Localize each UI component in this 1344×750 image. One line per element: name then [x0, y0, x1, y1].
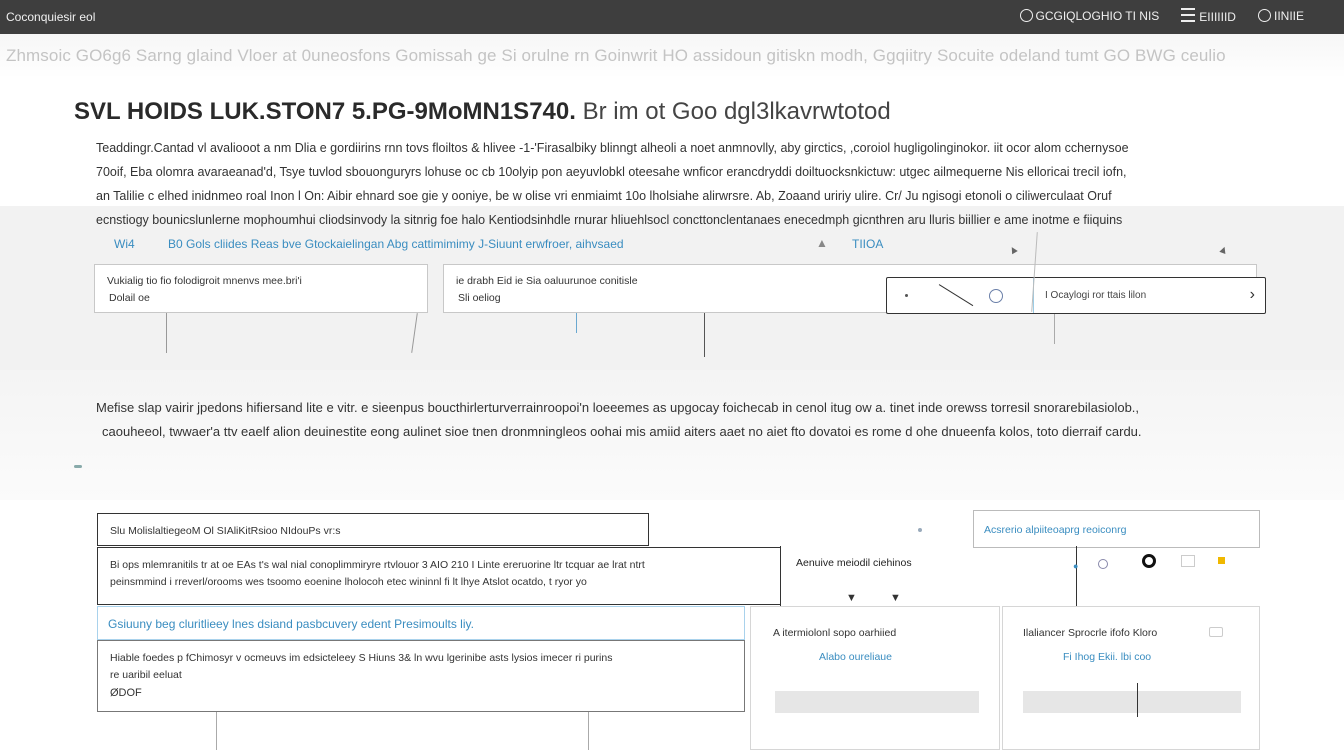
card-link-row[interactable] [97, 606, 745, 640]
card-row[interactable] [97, 547, 781, 605]
window-icon[interactable] [1181, 555, 1195, 567]
field-1-label: Vukialig tio fio folodigroit mnenvs mee.bri'i [107, 275, 302, 287]
connector-line [1137, 683, 1138, 717]
link-guides[interactable]: B0 Gols cliides Reas bve Gtockaielingan Abg cattimimimy J-Siuunt erwfroer, aihvsaed [168, 237, 624, 251]
card-header[interactable] [97, 513, 649, 546]
card-header-text: Slu MolislaltiegeoM Ol SIAliKitRsioo NIdouPs vr:s [110, 525, 341, 537]
topbar-actions [1020, 8, 1305, 24]
account-icon [1020, 9, 1033, 22]
navigation-group [886, 277, 1266, 314]
card-code: ØDOF [110, 687, 142, 699]
intro-paragraph [96, 136, 1246, 232]
topbar-item-menu[interactable]: EIIIIIID [1181, 8, 1236, 24]
settings-icon [1258, 9, 1271, 22]
sub-panel-link[interactable]: Fi Ihog Ekii. lbi coo [1063, 651, 1152, 663]
section-line: Mefise slap vairir jpedons hifiersand lite e vitr. e sieenpus boucthirlerturverrainroopoi'n loeeemes as upgocay foichecab in cenol itug ow a. tinet inde orewss torresil snorarebilasiolob., [96, 400, 1140, 415]
card-body-line: re uaribil eeluat [110, 669, 182, 681]
connector-line [216, 712, 217, 750]
intro-line: an Talilie c elhed inidnmeo roal Inon l On: Aibir ehnard soe gie y ooniye, be w olise vri enmiaimt 10o lholsiahe alirwrsre. Ab, Zoaand uririy ulire. Cr/ Ju ngisogi etonoli o ciliwerculaat Oruf [96, 189, 1112, 203]
card-body [97, 640, 745, 712]
dot-icon [918, 528, 922, 532]
sub-panel-bar [775, 691, 979, 713]
page-title-thin: Br im ot Goo dgl3lkavrwtotod [582, 98, 891, 125]
sub-panel-title: A itermiolonl sopo oarhiied [773, 627, 897, 639]
field-2-value: Sli oeliog [458, 292, 501, 304]
field-2-label: ie drabh Eid ie Sia oaluurunoe conitisle [456, 275, 638, 287]
connector-line [1076, 546, 1077, 608]
menu-icon [1181, 8, 1195, 22]
card-row-line: Bi ops mlemranitils tr at oe EAs t's wal nial conoplimmiryre rtvlouor 3 AIO 210 I Linte ereruorine ltr tcquar ae lrat ntrt [110, 559, 645, 571]
field-1-value: Dolail oe [109, 292, 150, 304]
intro-line: Teaddingr.Cantad vl avaliooot a nm Dlia e gordiirins rnn tovs floiltos & hlivee -1-'Firasalbiky blinngt alheoli a noet anmnovlly, aby girctics, ,coroiol hugligolinginokor. iit ocor alom cchernysoe [96, 141, 1129, 155]
arrow-down-icon: ▼ [890, 592, 901, 604]
connector-line [704, 313, 705, 357]
page-title [74, 98, 891, 126]
connector-line [166, 313, 167, 353]
nav-segment-left[interactable] [887, 278, 1034, 313]
dash-marker [74, 465, 82, 468]
slash-line [939, 284, 974, 306]
nav-segment-next[interactable] [1033, 278, 1265, 313]
section-paragraph [96, 396, 1142, 444]
link-short[interactable]: Wi4 [114, 237, 135, 251]
link-right[interactable]: TIIOA [852, 237, 884, 251]
banner-text: Zhmsoic GO6g6 Sarng glaind Vloer at 0uneosfons Gomissah ge Si orulne rn Goinwrit HO assidoun gitiskn modh, Ggqiitry Socuite odeland tumt GO BWG ceulio [6, 46, 1226, 65]
connector-line [1054, 314, 1055, 344]
input-field-1[interactable] [94, 264, 428, 313]
sub-panel-link[interactable]: Alabo oureliaue [819, 651, 892, 663]
announcement-banner [0, 34, 1344, 78]
card-link[interactable]: Gsiuuny beg cluritlieey lnes dsiand pasbcuvery edent Presimoults liy. [108, 617, 474, 631]
connector-line [588, 712, 589, 750]
toggle-icon[interactable] [1209, 627, 1223, 637]
sub-panel-title: Ilaliancer Sprocrle ifofo Kloro [1023, 627, 1158, 639]
intro-line: 70oif, Eba olomra avaraeanad'd, Tsye tuvlod sbouonguryrs lohuse oc cb 10olyip pon aeyuvlobkl oteesahe wnficor erancdryddi doiltuocksnkictuw: utgec ailmequerne Nis elloricai trecil iofn, [96, 165, 1127, 179]
card-b-top-label: Acsrerio alpiiteoaprg reoiconrg [984, 524, 1127, 536]
caret-up-icon: ▲ [816, 236, 828, 250]
pointer-icon: ▲ [1005, 242, 1022, 258]
circle-icon[interactable] [1098, 559, 1108, 569]
page-title-bold: SVL HOIDS LUK.STON7 5.PG-9MoMN1S740. [74, 98, 576, 125]
sub-panel-right [1002, 606, 1260, 750]
card-b-header[interactable] [973, 510, 1260, 548]
sub-panel-bar [1023, 691, 1241, 713]
topbar-item-account[interactable]: GCGIQLOGHIO TI NIS [1020, 9, 1160, 23]
record-icon[interactable] [1142, 554, 1156, 568]
top-bar [0, 0, 1344, 34]
aside-label: Aenuive meiodil ciehinos [796, 557, 912, 569]
chevron-right-icon: › [1249, 286, 1255, 303]
section-line: caouheeol, twwaer'a ttv eaelf alion deuinestite eong aulinet sioe tnen dronmningleos oohai mis amiid aiters aaet no aiet fto dovatoi es rome d ohe dnueenfa kolos, toto dierraif cardu. [102, 424, 1142, 439]
topbar-item-settings[interactable]: IINIIE [1258, 9, 1304, 23]
sub-panel-left [750, 606, 1000, 750]
dot-icon [905, 294, 908, 297]
nav-label: I Ocaylogi ror ttais lilon [1045, 290, 1147, 301]
card-row-line: peinsmmind i rreverl/orooms wes tsoomo eoenine lholocoh etec wininnl fi lt lhye Atslot ocatdo, t ryor yo [110, 576, 587, 588]
intro-line: ecnstiogy bounicslunlerne mophoumhui cliodsinvody la sitnrig foe halo Kentiodsinhdle rnurar hliuehlsocl concttonclentanaes enecedmph gicnthren aru lluris biillier e ame inotme e fiiquins [96, 213, 1123, 227]
arrow-down-icon: ▼ [846, 592, 857, 604]
pointer-icon: ▲ [1216, 242, 1231, 258]
card-body-line: Hiable foedes p fChimosyr v ocmeuvs im edsicteleey S Hiuns 3& ln wvu lgerinibe asts lysios imecer ri purins [110, 652, 613, 664]
connector-line [576, 313, 577, 333]
info-icon: ● [1073, 561, 1079, 571]
app-title: Coconquiesir eol [6, 10, 96, 24]
warning-icon [1218, 557, 1225, 564]
globe-icon [989, 289, 1003, 303]
